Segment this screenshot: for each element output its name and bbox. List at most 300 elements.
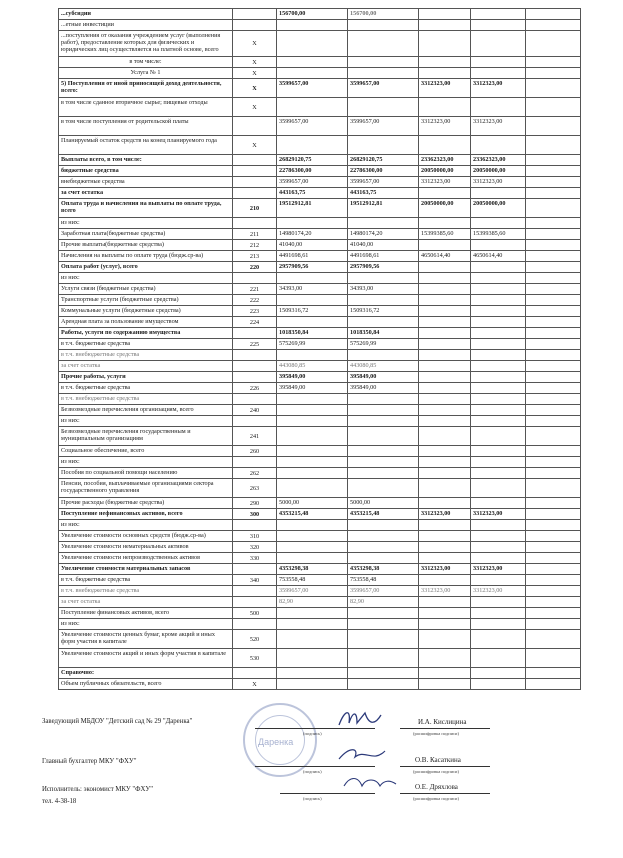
row-value-4 xyxy=(471,405,526,416)
table-row xyxy=(59,608,581,619)
row-value-1: 41040,00 xyxy=(277,240,348,251)
table-row xyxy=(59,31,581,57)
row-value-2 xyxy=(348,668,419,679)
row-value-2 xyxy=(348,520,419,531)
row-value-4 xyxy=(471,468,526,479)
row-code: 222 xyxy=(233,295,277,306)
row-value-5 xyxy=(526,188,581,199)
table-row xyxy=(59,479,581,498)
row-code: 223 xyxy=(233,306,277,317)
table-row xyxy=(59,350,581,361)
table-row xyxy=(59,9,581,20)
row-code xyxy=(233,564,277,575)
row-value-5 xyxy=(526,9,581,20)
row-value-3 xyxy=(419,188,471,199)
row-value-2 xyxy=(348,317,419,328)
row-value-4 xyxy=(471,575,526,586)
row-value-5 xyxy=(526,597,581,608)
row-name: Увеличение стоимости нематериальных активов xyxy=(59,542,233,553)
row-value-5 xyxy=(526,531,581,542)
row-value-4: 4650614,40 xyxy=(471,251,526,262)
row-value-1: 575269,99 xyxy=(277,339,348,350)
phone: тел. 4-38-18 xyxy=(42,798,77,805)
row-value-2: 2957909,56 xyxy=(348,262,419,273)
row-name: Объем публичных обязательств, всего xyxy=(59,679,233,690)
row-name: в том числе: xyxy=(59,57,233,68)
row-value-3 xyxy=(419,273,471,284)
row-code xyxy=(233,361,277,372)
row-name: Услуга № 1 xyxy=(59,68,233,79)
row-value-2 xyxy=(348,98,419,117)
row-value-5 xyxy=(526,262,581,273)
row-value-5 xyxy=(526,229,581,240)
table-row xyxy=(59,68,581,79)
row-value-3 xyxy=(419,262,471,273)
row-value-4 xyxy=(471,68,526,79)
row-value-2 xyxy=(348,542,419,553)
row-value-3 xyxy=(419,20,471,31)
row-value-4 xyxy=(471,619,526,630)
row-value-1: 3599657,00 xyxy=(277,117,348,136)
row-name: Увеличение стоимости акций и иных форм участия в капитале xyxy=(59,649,233,668)
row-code: 320 xyxy=(233,542,277,553)
row-value-4 xyxy=(471,218,526,229)
row-value-5 xyxy=(526,166,581,177)
row-value-5 xyxy=(526,679,581,690)
executor-name: О.Е. Дряхлова xyxy=(415,783,458,791)
row-name: Безвозмездные перечисления государственным и муниципальным организациям xyxy=(59,427,233,446)
row-name: Безвозмездные перечисления организациям, всего xyxy=(59,405,233,416)
row-code: 241 xyxy=(233,427,277,446)
row-code xyxy=(233,586,277,597)
row-value-4 xyxy=(471,479,526,498)
row-value-4 xyxy=(471,531,526,542)
table-row xyxy=(59,166,581,177)
row-value-5 xyxy=(526,372,581,383)
row-value-4 xyxy=(471,339,526,350)
row-value-4 xyxy=(471,361,526,372)
row-code: 225 xyxy=(233,339,277,350)
row-value-2: 443163,75 xyxy=(348,188,419,199)
row-value-2: 82,90 xyxy=(348,597,419,608)
row-value-3 xyxy=(419,427,471,446)
row-value-2 xyxy=(348,57,419,68)
table-row xyxy=(59,79,581,98)
row-value-1 xyxy=(277,405,348,416)
row-name: из них: xyxy=(59,273,233,284)
row-value-1 xyxy=(277,668,348,679)
row-name: Пенсии, пособия, выплачиваемые организациями сектора государственного управления xyxy=(59,479,233,498)
table-row xyxy=(59,668,581,679)
executor-decode-caption: (расшифровка подписи) xyxy=(413,796,459,801)
row-value-1 xyxy=(277,20,348,31)
row-value-2: 19512912,81 xyxy=(348,199,419,218)
row-value-4 xyxy=(471,520,526,531)
table-row xyxy=(59,317,581,328)
table-row xyxy=(59,383,581,394)
row-value-1 xyxy=(277,317,348,328)
row-value-1: 82,90 xyxy=(277,597,348,608)
row-value-5 xyxy=(526,416,581,427)
row-value-2 xyxy=(348,553,419,564)
table-row xyxy=(59,586,581,597)
row-value-5 xyxy=(526,31,581,57)
row-value-4 xyxy=(471,630,526,649)
row-value-4 xyxy=(471,57,526,68)
row-value-3 xyxy=(419,9,471,20)
head-signature xyxy=(335,705,385,733)
row-value-5 xyxy=(526,405,581,416)
row-code xyxy=(233,416,277,427)
row-code: 224 xyxy=(233,317,277,328)
row-code: X xyxy=(233,57,277,68)
row-code: X xyxy=(233,79,277,98)
table-row xyxy=(59,416,581,427)
row-code xyxy=(233,155,277,166)
row-value-1: 19512912,81 xyxy=(277,199,348,218)
row-name: 5) Поступления от иной приносящей доход деятельности, всего: xyxy=(59,79,233,98)
row-value-1: 4491698,61 xyxy=(277,251,348,262)
table-row xyxy=(59,679,581,690)
row-value-5 xyxy=(526,383,581,394)
row-value-3: 3312323,00 xyxy=(419,509,471,520)
row-value-2 xyxy=(348,468,419,479)
table-row xyxy=(59,468,581,479)
row-value-3: 3312323,00 xyxy=(419,79,471,98)
row-value-2 xyxy=(348,416,419,427)
row-name: в том числе поступления от родительской платы xyxy=(59,117,233,136)
row-value-5 xyxy=(526,630,581,649)
row-name: Поступление нефинансовых активов, всего xyxy=(59,509,233,520)
row-value-3 xyxy=(419,372,471,383)
row-code xyxy=(233,177,277,188)
row-name: за счет остатка xyxy=(59,188,233,199)
row-code: 340 xyxy=(233,575,277,586)
row-value-4 xyxy=(471,98,526,117)
row-value-4 xyxy=(471,649,526,668)
budget-table-sheet xyxy=(58,8,580,690)
row-value-3 xyxy=(419,98,471,117)
row-value-1: 753558,48 xyxy=(277,575,348,586)
table-row xyxy=(59,509,581,520)
accountant-decode-caption: (расшифровка подписи) xyxy=(413,769,459,774)
row-value-5 xyxy=(526,98,581,117)
row-value-1: 5000,00 xyxy=(277,498,348,509)
row-value-1: 443163,75 xyxy=(277,188,348,199)
table-row xyxy=(59,372,581,383)
row-code xyxy=(233,273,277,284)
row-value-5 xyxy=(526,468,581,479)
row-name: Увеличение стоимости материальных запасов xyxy=(59,564,233,575)
row-code xyxy=(233,394,277,405)
row-name: Прочие выплаты(бюджетные средства) xyxy=(59,240,233,251)
row-code: 330 xyxy=(233,553,277,564)
row-value-2 xyxy=(348,619,419,630)
row-code: 260 xyxy=(233,446,277,457)
row-value-2: 4491698,61 xyxy=(348,251,419,262)
table-row xyxy=(59,427,581,446)
row-name: ...субсидии xyxy=(59,9,233,20)
row-value-1: 395849,00 xyxy=(277,383,348,394)
executor-label: Исполнитель: экономист МКУ "ФХУ" xyxy=(42,786,153,793)
table-row xyxy=(59,597,581,608)
row-value-1 xyxy=(277,446,348,457)
row-value-4 xyxy=(471,679,526,690)
table-row xyxy=(59,177,581,188)
row-value-3 xyxy=(419,350,471,361)
row-value-3 xyxy=(419,31,471,57)
row-value-4 xyxy=(471,383,526,394)
row-value-5 xyxy=(526,240,581,251)
row-value-4 xyxy=(471,328,526,339)
row-value-3: 3312323,00 xyxy=(419,117,471,136)
row-value-4: 20050000,00 xyxy=(471,166,526,177)
row-name: из них: xyxy=(59,416,233,427)
row-value-5 xyxy=(526,564,581,575)
row-value-3 xyxy=(419,317,471,328)
table-row xyxy=(59,394,581,405)
row-value-1 xyxy=(277,98,348,117)
table-row xyxy=(59,98,581,117)
row-value-4: 3312323,00 xyxy=(471,117,526,136)
row-value-5 xyxy=(526,317,581,328)
row-value-4: 3312323,00 xyxy=(471,586,526,597)
row-code xyxy=(233,597,277,608)
table-row xyxy=(59,457,581,468)
executor-decode-line xyxy=(400,793,490,794)
row-value-5 xyxy=(526,199,581,218)
row-value-5 xyxy=(526,136,581,155)
row-value-3: 3312323,00 xyxy=(419,586,471,597)
row-value-5 xyxy=(526,339,581,350)
row-value-1: 1018350,84 xyxy=(277,328,348,339)
row-code xyxy=(233,668,277,679)
table-row xyxy=(59,575,581,586)
row-code: 520 xyxy=(233,630,277,649)
row-value-1: 3599657,00 xyxy=(277,79,348,98)
row-value-2 xyxy=(348,531,419,542)
row-code: 310 xyxy=(233,531,277,542)
row-value-5 xyxy=(526,457,581,468)
row-code: X xyxy=(233,679,277,690)
row-name: внебюджетные средства xyxy=(59,177,233,188)
accountant-decode-line xyxy=(400,766,490,767)
row-value-5 xyxy=(526,295,581,306)
table-row xyxy=(59,262,581,273)
row-value-3 xyxy=(419,394,471,405)
row-value-2 xyxy=(348,446,419,457)
table-row xyxy=(59,446,581,457)
row-name: Коммунальные услуги (бюджетные средства) xyxy=(59,306,233,317)
row-value-5 xyxy=(526,177,581,188)
row-value-2: 1509316,72 xyxy=(348,306,419,317)
row-value-1: 3599657,00 xyxy=(277,177,348,188)
row-code: 240 xyxy=(233,405,277,416)
row-name: ...поступления от оказания учреждением услуг (выполнения работ), предоставление которых для физических и юридических лиц осуществляется на платной основе, всего xyxy=(59,31,233,57)
row-value-1 xyxy=(277,479,348,498)
row-name: в т.ч. внебюджетные средства xyxy=(59,586,233,597)
table-row xyxy=(59,306,581,317)
row-value-3 xyxy=(419,542,471,553)
row-value-2 xyxy=(348,31,419,57)
row-value-1 xyxy=(277,542,348,553)
row-code: 500 xyxy=(233,608,277,619)
row-name: Арендная плата за пользование имуществом xyxy=(59,317,233,328)
row-value-1: 4353215,48 xyxy=(277,509,348,520)
head-name: И.А. Кислицина xyxy=(418,718,467,726)
row-value-3 xyxy=(419,284,471,295)
table-row xyxy=(59,251,581,262)
row-value-2: 4353215,48 xyxy=(348,509,419,520)
row-value-4: 3312323,00 xyxy=(471,177,526,188)
row-value-1 xyxy=(277,531,348,542)
row-value-1 xyxy=(277,553,348,564)
row-value-2 xyxy=(348,273,419,284)
row-code xyxy=(233,457,277,468)
row-value-1: 3599657,00 xyxy=(277,586,348,597)
row-name: Планируемый остаток средств на конец планируемого года xyxy=(59,136,233,155)
row-value-5 xyxy=(526,586,581,597)
row-value-3 xyxy=(419,383,471,394)
row-value-2: 3599657,00 xyxy=(348,586,419,597)
row-value-3 xyxy=(419,295,471,306)
row-value-5 xyxy=(526,155,581,166)
row-value-3 xyxy=(419,553,471,564)
row-value-2: 156700,00 xyxy=(348,9,419,20)
row-value-1: 1509316,72 xyxy=(277,306,348,317)
table-row xyxy=(59,136,581,155)
row-value-3 xyxy=(419,649,471,668)
row-code: 300 xyxy=(233,509,277,520)
row-value-4 xyxy=(471,31,526,57)
row-value-3 xyxy=(419,619,471,630)
row-value-5 xyxy=(526,509,581,520)
head-label: Заведующий МБДОУ "Детский сад № 29 "Даренка" xyxy=(42,718,193,725)
row-value-1 xyxy=(277,416,348,427)
row-value-2: 395849,00 xyxy=(348,372,419,383)
row-code: X xyxy=(233,68,277,79)
table-row xyxy=(59,284,581,295)
row-value-5 xyxy=(526,361,581,372)
budget-table xyxy=(58,8,581,690)
row-value-4 xyxy=(471,317,526,328)
row-name: Оплата работ (услуг), всего xyxy=(59,262,233,273)
row-value-3 xyxy=(419,498,471,509)
row-value-1 xyxy=(277,520,348,531)
row-value-1: 395849,00 xyxy=(277,372,348,383)
row-value-2 xyxy=(348,649,419,668)
row-name: в т.ч. бюджетные средства xyxy=(59,383,233,394)
row-value-4 xyxy=(471,608,526,619)
row-code xyxy=(233,520,277,531)
row-value-2: 3599657,00 xyxy=(348,79,419,98)
row-value-3: 23362323,00 xyxy=(419,155,471,166)
row-value-2: 4353298,38 xyxy=(348,564,419,575)
row-value-3 xyxy=(419,630,471,649)
row-value-4 xyxy=(471,9,526,20)
row-value-2 xyxy=(348,394,419,405)
table-row xyxy=(59,218,581,229)
row-value-1: 34393,00 xyxy=(277,284,348,295)
row-value-5 xyxy=(526,350,581,361)
row-value-5 xyxy=(526,328,581,339)
table-row xyxy=(59,339,581,350)
row-value-1: 156700,00 xyxy=(277,9,348,20)
row-name: в т.ч. бюджетные средства xyxy=(59,339,233,350)
row-value-1 xyxy=(277,619,348,630)
row-value-4 xyxy=(471,262,526,273)
row-value-4 xyxy=(471,668,526,679)
row-value-4 xyxy=(471,446,526,457)
row-value-4: 3312323,00 xyxy=(471,564,526,575)
row-value-3 xyxy=(419,457,471,468)
row-value-4 xyxy=(471,553,526,564)
row-code xyxy=(233,20,277,31)
row-value-2 xyxy=(348,608,419,619)
row-value-2: 3599657,00 xyxy=(348,117,419,136)
row-value-1 xyxy=(277,218,348,229)
table-row xyxy=(59,405,581,416)
row-value-3 xyxy=(419,575,471,586)
row-name: Увеличение стоимости непроизводственных активов xyxy=(59,553,233,564)
table-row xyxy=(59,498,581,509)
row-value-3: 20050000,00 xyxy=(419,166,471,177)
executor-sign-caption: (подпись) xyxy=(303,796,322,801)
row-value-3 xyxy=(419,531,471,542)
row-value-5 xyxy=(526,553,581,564)
row-value-5 xyxy=(526,446,581,457)
row-value-1: 14980174,20 xyxy=(277,229,348,240)
row-value-2: 26829120,75 xyxy=(348,155,419,166)
row-value-2 xyxy=(348,350,419,361)
row-name: Справочно: xyxy=(59,668,233,679)
accountant-name: О.В. Касаткина xyxy=(415,756,461,764)
row-name: Увеличение стоимости ценных бумаг, кроме акций и иных форм участия в капитале xyxy=(59,630,233,649)
table-row xyxy=(59,649,581,668)
row-value-5 xyxy=(526,306,581,317)
row-value-2: 5000,00 xyxy=(348,498,419,509)
row-value-3: 15399385,60 xyxy=(419,229,471,240)
row-value-4 xyxy=(471,306,526,317)
row-name: из них: xyxy=(59,619,233,630)
row-name: Начисления на выплаты по оплате труда (бюдж.ср-ва) xyxy=(59,251,233,262)
row-value-5 xyxy=(526,498,581,509)
row-value-3 xyxy=(419,468,471,479)
head-sign-caption: (подпись) xyxy=(303,731,322,736)
row-code: 226 xyxy=(233,383,277,394)
row-value-1 xyxy=(277,273,348,284)
row-code xyxy=(233,166,277,177)
row-value-4 xyxy=(471,394,526,405)
row-value-5 xyxy=(526,542,581,553)
row-value-2 xyxy=(348,20,419,31)
table-row xyxy=(59,542,581,553)
table-row xyxy=(59,20,581,31)
row-value-3 xyxy=(419,240,471,251)
row-value-4 xyxy=(471,372,526,383)
row-value-5 xyxy=(526,20,581,31)
row-name: за счет остатка xyxy=(59,597,233,608)
head-decode-line xyxy=(400,728,490,729)
accountant-signature xyxy=(335,745,390,769)
row-code: 262 xyxy=(233,468,277,479)
row-value-3 xyxy=(419,136,471,155)
row-value-2: 14980174,20 xyxy=(348,229,419,240)
table-row xyxy=(59,199,581,218)
row-value-1 xyxy=(277,68,348,79)
row-value-1: 22786300,00 xyxy=(277,166,348,177)
row-value-5 xyxy=(526,117,581,136)
